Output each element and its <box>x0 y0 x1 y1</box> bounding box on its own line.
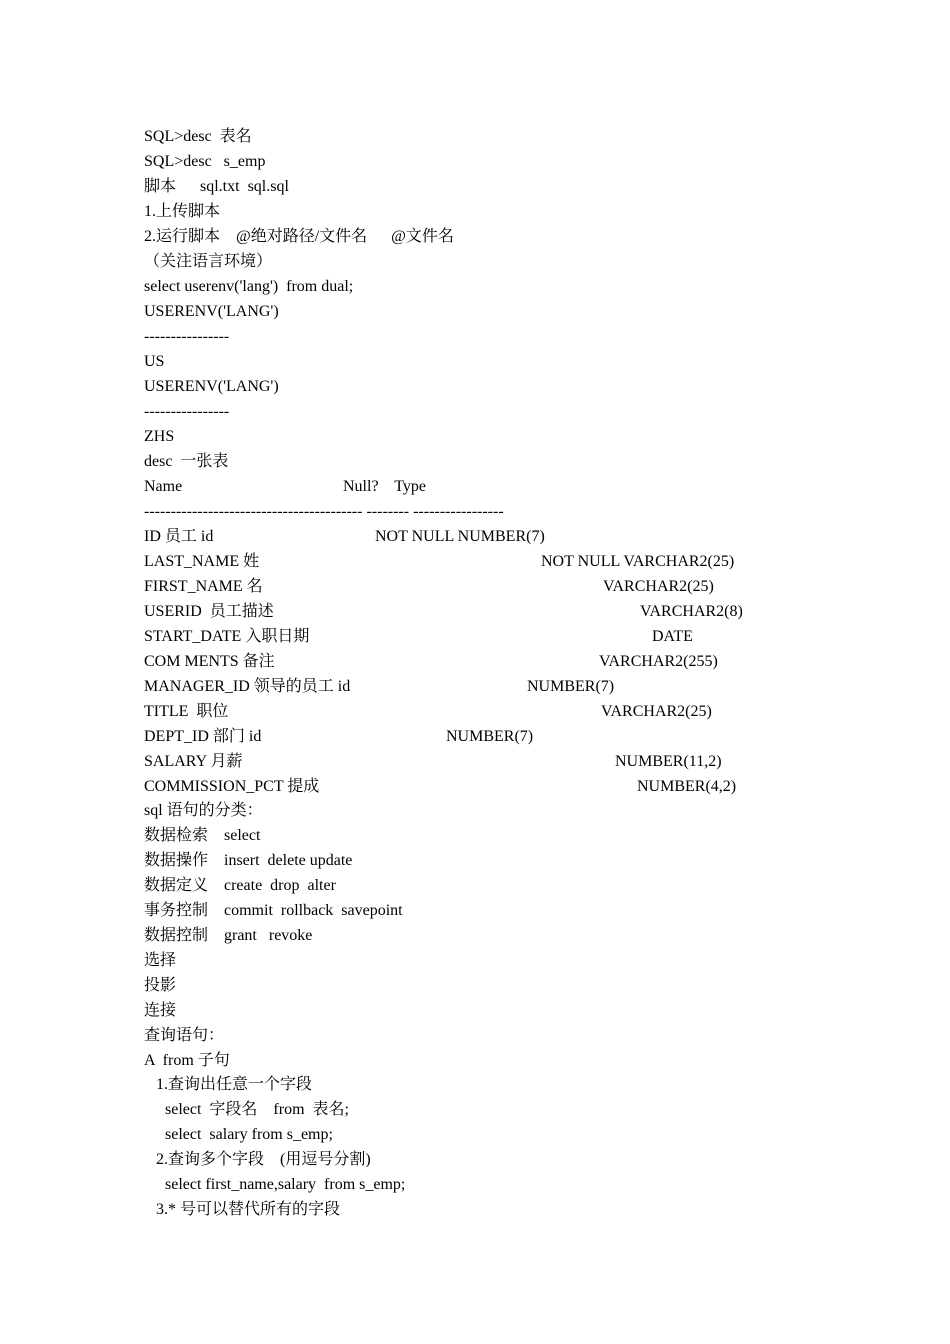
line-userenv-header-1: USERENV('LANG') <box>144 303 279 320</box>
table-row-name: MANAGER_ID 领导的员工 id <box>144 678 351 695</box>
line-lang-env: （关注语言环境） <box>144 253 273 270</box>
line-select-first-name-salary: select first_name,salary from s_emp; <box>165 1176 406 1193</box>
table-row-type: DATE <box>652 628 693 645</box>
line-query-one-field: 1.查询出任意一个字段 <box>156 1076 313 1093</box>
line-select-userenv: select userenv('lang') from dual; <box>144 278 354 295</box>
table-row-type: VARCHAR2(25) <box>601 703 712 720</box>
table-header-name: Name <box>144 478 183 495</box>
line-data-retrieval: 数据检索 select <box>144 827 261 844</box>
line-select-field-syntax: select 字段名 from 表名; <box>165 1101 349 1118</box>
table-row-type: NUMBER(11,2) <box>615 753 722 770</box>
table-row-name: DEPT_ID 部门 id <box>144 728 262 745</box>
line-query-multiple-fields: 2.查询多个字段 (用逗号分割) <box>156 1151 371 1168</box>
line-run-script: 2.运行脚本 @绝对路径/文件名 @文件名 <box>144 228 454 245</box>
line-script-files: 脚本 sql.txt sql.sql <box>144 178 289 195</box>
line-join: 连接 <box>144 1002 177 1019</box>
line-data-definition: 数据定义 create drop alter <box>144 877 336 894</box>
table-row-type: VARCHAR2(8) <box>640 603 743 620</box>
line-selection: 选择 <box>144 952 177 969</box>
table-row-name: FIRST_NAME 名 <box>144 578 263 595</box>
line-us: US <box>144 353 165 370</box>
table-row-name: ID 员工 id <box>144 528 214 545</box>
line-projection: 投影 <box>144 977 177 994</box>
line-dashes-1: ---------------- <box>144 328 230 345</box>
line-userenv-header-2: USERENV('LANG') <box>144 378 279 395</box>
table-header-rule: ----------------------------------------- -------- ----------------- <box>144 503 504 520</box>
table-row-name: SALARY 月薪 <box>144 753 243 770</box>
line-query-statement: 查询语句： <box>144 1027 225 1044</box>
line-desc-syntax: SQL>desc 表名 <box>144 128 252 145</box>
line-sql-categories: sql 语句的分类： <box>144 802 263 819</box>
line-desc-example: SQL>desc s_emp <box>144 153 266 170</box>
table-row-type: NUMBER(4,2) <box>637 778 737 795</box>
line-data-control: 数据控制 grant revoke <box>144 927 313 944</box>
table-row-name: USERID 员工描述 <box>144 603 274 620</box>
line-data-manipulation: 数据操作 insert delete update <box>144 852 353 869</box>
table-row-type: VARCHAR2(255) <box>599 653 718 670</box>
line-star-all-fields: 3.* 号可以替代所有的字段 <box>156 1201 341 1218</box>
table-row-name: TITLE 职位 <box>144 703 229 720</box>
line-transaction-control: 事务控制 commit rollback savepoint <box>144 902 403 919</box>
table-row-name: START_DATE 入职日期 <box>144 628 310 645</box>
table-row-name: COM MENTS 备注 <box>144 653 275 670</box>
table-row-type: NUMBER(7) <box>527 678 615 695</box>
line-dashes-2: ---------------- <box>144 403 230 420</box>
table-row-type: VARCHAR2(25) <box>603 578 714 595</box>
line-desc-table: desc 一张表 <box>144 453 229 470</box>
table-row-type: NOT NULL VARCHAR2(25) <box>541 553 735 570</box>
table-row-name: COMMISSION_PCT 提成 <box>144 778 320 795</box>
table-header-null-type: Null? Type <box>343 478 427 495</box>
table-row-type: NOT NULL NUMBER(7) <box>375 528 545 545</box>
table-row-type: NUMBER(7) <box>446 728 534 745</box>
line-upload-script: 1.上传脚本 <box>144 203 221 220</box>
line-from-clause: A from 子句 <box>144 1052 230 1069</box>
line-select-salary: select salary from s_emp; <box>165 1126 333 1143</box>
line-zhs: ZHS <box>144 428 175 445</box>
table-row-name: LAST_NAME 姓 <box>144 553 260 570</box>
